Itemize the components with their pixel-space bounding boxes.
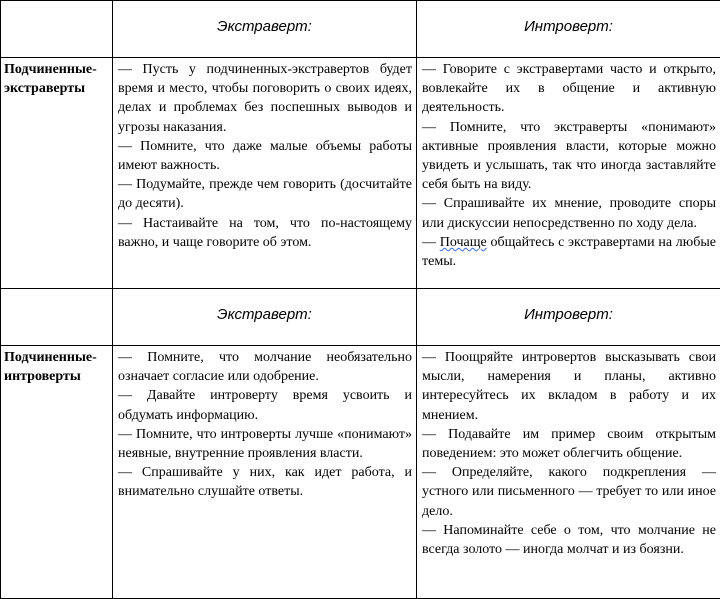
advice-item: — Напоминайте себе о том, что молчание не всегда золото — иногда молчат и из боязни. — [422, 521, 716, 559]
header-extravert: Экстраверт: — [113, 1, 417, 58]
advice-item: — Пусть у подчиненных-экстравертов будет время и место, чтобы поговорить о своих идеях, делах и проблемах без поспешных выводов и угрозы наказания. — [118, 60, 412, 137]
advice-item: — Подумайте, прежде чем говорить (досчитайте до десяти). — [118, 175, 412, 213]
spellcheck-word: Почаще — [440, 235, 487, 250]
advice-item: — Говорите с экстравертами часто и открыто, вовлекайте их в общение и активную деятельность. — [422, 60, 716, 118]
advice-item — [422, 233, 716, 271]
header-row-introverts — [1, 289, 720, 346]
row-subordinate-introverts — [1, 346, 720, 599]
cell-introverts-by-introvert — [417, 346, 720, 599]
advice-item: — Поощряйте интровертов высказывать свои мысли, намерения и планы, активно интересуйтесь их вкладом в работу и их мнением. — [422, 348, 716, 425]
empty-corner-cell-2 — [1, 289, 113, 346]
advice-item: — Давайте интроверту время усвоить и обдумать информацию. — [118, 386, 412, 424]
advice-item: — Спрашивайте их мнение, проводите споры или дискуссии непосредственно по ходу дела. — [422, 194, 716, 232]
advice-item: — Настаивайте на том, что по-настоящему важно, и чаще говорите об этом. — [118, 214, 412, 252]
row-subordinate-extraverts — [1, 58, 720, 289]
advice-item: — Спрашивайте у них, как идет работа, и внимательно слушайте ответы. — [118, 463, 412, 501]
advice-item: — Помните, что даже малые объемы работы имеют важность. — [118, 137, 412, 175]
cell-introverts-by-extravert — [113, 346, 417, 599]
advice-item: — Помните, что молчание необязательно означает согласие или одобрение. — [118, 348, 412, 386]
advice-item: — Подавайте им пример своим открытым поведением: это может облегчить общение. — [422, 425, 716, 463]
advice-suffix: общайтесь с экстравертами на любые темы. — [422, 235, 716, 269]
row-label-extraverts: Подчиненные-экстраверты — [1, 58, 113, 289]
header-row-extraverts — [1, 1, 720, 58]
advice-item: — Помните, что интроверты лучше «понимают» неявные, внутренние проявления власти. — [118, 425, 412, 463]
header-extravert-2: Экстраверт: — [113, 289, 417, 346]
advice-item: — Определяйте, какого подкрепления — устного или письменного — требует то или иное дело. — [422, 463, 716, 521]
advice-prefix: — — [422, 235, 440, 250]
advice-item: — Помните, что экстраверты «понимают» активные проявления власти, которые можно увидеть и услышать, так что иногда заставляйте себя быть на виду. — [422, 118, 716, 195]
empty-corner-cell — [1, 1, 113, 58]
header-introvert: Интроверт: — [417, 1, 720, 58]
header-introvert-2: Интроверт: — [417, 289, 720, 346]
row-label-introverts: Подчиненные-интроверты — [1, 346, 113, 599]
cell-extraverts-by-introvert — [417, 58, 720, 289]
cell-extraverts-by-extravert — [113, 58, 417, 289]
